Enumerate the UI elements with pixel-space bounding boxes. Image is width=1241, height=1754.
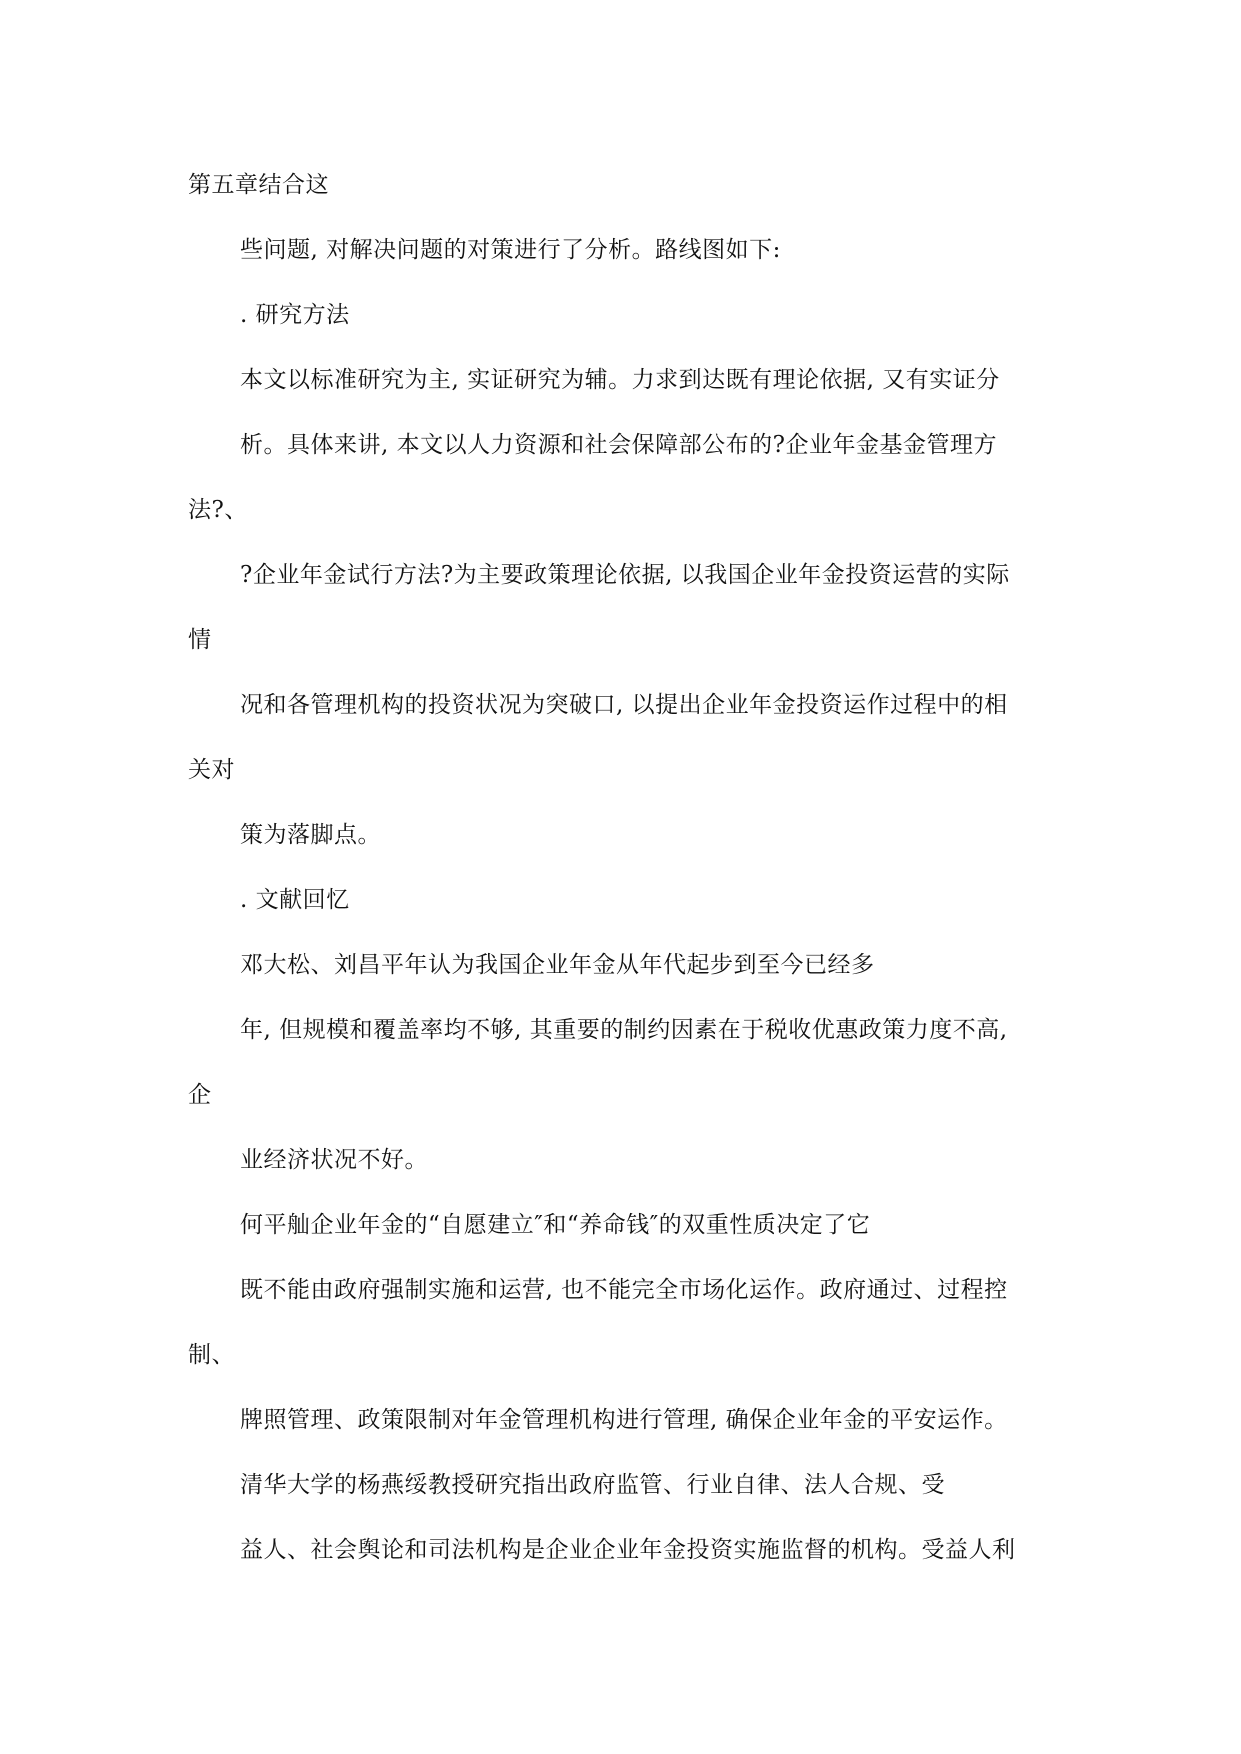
text-line: 企 [188, 1082, 212, 1108]
text-line: 情 [188, 627, 212, 653]
text-line: 益人、社会舆论和司法机构是企业企业年金投资实施监督的机构。受益人利 [240, 1537, 1016, 1563]
text-line: 第五章结合这 [188, 172, 329, 198]
section-heading: . 文献回忆 [240, 887, 350, 913]
text-line: 既不能由政府强制实施和运营, 也不能完全市场化运作。政府通过、过程控 [240, 1277, 1008, 1303]
text-line: 制、 [188, 1342, 235, 1368]
text-line: 清华大学的杨燕绥教授研究指出政府监管、行业自律、法人合规、受 [240, 1472, 945, 1498]
text-line: 年, 但规模和覆盖率均不够, 其重要的制约因素在于税收优惠政策力度不高, [240, 1017, 1008, 1043]
text-line: 关对 [188, 757, 235, 783]
text-line: 析。具体来讲, 本文以人力资源和社会保障部公布的?企业年金基金管理方 [240, 432, 997, 458]
text-line: 况和各管理机构的投资状况为突破口, 以提出企业年金投资运作过程中的相 [240, 692, 1008, 718]
text-line: 业经济状况不好。 [240, 1147, 428, 1173]
text-line: 何平舢企业年金的“自愿建立″和“养命钱″的双重性质决定了它 [240, 1212, 871, 1238]
text-line: 法?、 [188, 497, 248, 523]
text-line: 邓大松、刘昌平年认为我国企业年金从年代起步到至今已经多 [240, 952, 875, 978]
section-heading: . 研究方法 [240, 302, 350, 328]
text-line: 策为落脚点。 [240, 822, 381, 848]
text-line: ?企业年金试行方法?为主要政策理论依据, 以我国企业年金投资运营的实际 [240, 562, 1010, 588]
text-line: 本文以标准研究为主, 实证研究为辅。力求到达既有理论依据, 又有实证分 [240, 367, 1000, 393]
text-line: 牌照管理、政策限制对年金管理机构进行管理, 确保企业年金的平安运作。 [240, 1407, 1008, 1433]
text-line: 些问题, 对解决问题的对策进行了分析。路线图如下: [240, 237, 781, 263]
